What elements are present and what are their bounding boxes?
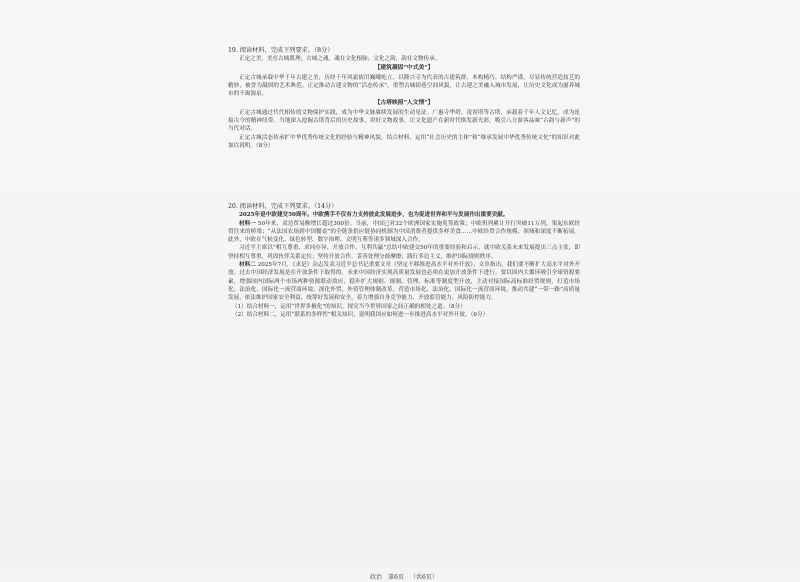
q19-intro: 正定之美，美在古城肌理；古城之魂，魂在文化根脉；文化之韵，韵在文物传承。 xyxy=(239,56,441,62)
q19-section2-body: 正定古城通过代代相传的文物保护实践，成为中华文脉赓续发展的生动见证。广惠寺华塔、凌霄塔等古塔，承载着千年人文记忆，成为连接古今的精神纽带。当地深入挖掘古塔背后的历史故事，讲好文物故事，让文化遗产在新时代焕发新光彩，吸引八方游客品味“古韵与新声”的当代对话。 xyxy=(228,109,580,133)
q19-section2-title: 【古塔映照“人文情”】 xyxy=(374,100,434,107)
q20-material2 xyxy=(228,261,580,302)
q20-subquestion-1: （1）结合材料一，运用“世界多极化”的知识，探究当今世界国家之间正确的相处之道。（8分） xyxy=(232,303,466,310)
material1-body: 50年来，双边贸易额增长超过300倍。当前，中国已对32个欧洲国家实施免签政策；中欧班列累计开行突破11万列，架起东欧经贸往来的桥梁；“从法国农场到中国餐桌”的全链条供应链协同机制为中国消费者提供多样美食……中欧经贸合作规模、领域和深度不断拓展。此外，中欧在气候变化、绿色转型、数字治理、文明互鉴等诸多领域深入合作。 xyxy=(228,220,580,244)
q20-subquestion-2: （2）结合材料二，运用“联系的多样性”相关知识，说明我国应如何进一步推进高水平对外开放。（6分） xyxy=(232,311,489,318)
q20-lead: 2025年是中欧建交50周年。中欧携手不仅有力支持彼此发展进步，也为促进世界和平与发展作出重要贡献。 xyxy=(239,212,509,219)
q19-section1-body: 正定古城承载中华千年古建之美，历经千年风霜依旧巍峨屹立。以隆兴寺为代表的古建筑群，木构精巧、结构严谨，尽显传统营造技艺的精妙，被誉为凝固的艺术典范。正定推动古建文物的“活态传承”，重塑古城街巷空间风貌，让古建之美融入城市发展，让历史文化成为滋养城市的不竭源泉。 xyxy=(228,74,580,98)
answer-space xyxy=(228,150,580,202)
footer-total: （共6页） xyxy=(410,574,438,581)
footer-page: 第6页 xyxy=(388,574,404,581)
footer-subject: 政治 xyxy=(370,574,383,581)
material2-body: 2025年7月，《求是》杂志发表习近平总书记重要文章《坚定不移推进高水平对外开放》。文章指出，我们要不断扩大高水平对外开放。过去中国经济发展是在开放条件下取得的，未来中国经济实现高质量发展也必须在更加开放条件下进行。要以国内大循环吸引全球资源要素，增强国内国际两个市场两种资源联动效应，稳步扩大规则、规制、管理、标准等制度型开放，主动对接国际高标准经贸规则，打造市场化、法治化、国际化一流营商环境。深化外贸、外资管理体制改革，营造市场化、法治化、国际化一流营商环境，推动共建“一带一路”高质量发展，依法维护国家安全利益，统筹好发展和安全，着力增强自身竞争能力、开放监管能力、风险防控能力。 xyxy=(228,262,580,302)
question-19-header: 19. 阅读材料，完成下列要求。（8分） xyxy=(228,47,334,54)
exam-sheet xyxy=(228,46,580,581)
q19-section1-title: 【建筑凝固“中式美”】 xyxy=(374,65,434,72)
q20-material1 xyxy=(228,220,580,245)
page-footer xyxy=(228,574,580,582)
material1-label: 材料一 xyxy=(239,220,257,227)
q20-material1-body2: 习近平主席以“相互尊重、求同存异、开放合作、互利共赢”总结中欧建交50年的重要经验和启示，就中欧关系未来发展提出三点主张，即坚持相互尊重，巩固伙伴关系定位；坚持开放合作，妥善处理分歧摩擦；践行多边主义，维护国际规则秩序。 xyxy=(228,245,580,260)
material2-label: 材料二 xyxy=(239,262,256,269)
question-20-header: 20. 阅读材料，完成下列要求。（14分） xyxy=(228,203,338,211)
q19-question: 正定古城活态传承扩中华优秀传统文化的经验与精神风貌。结合材料，运用“社会历史的主体”和“继承发展中华优秀传统文化”的知识对此加以说明。（8分） xyxy=(228,134,580,149)
